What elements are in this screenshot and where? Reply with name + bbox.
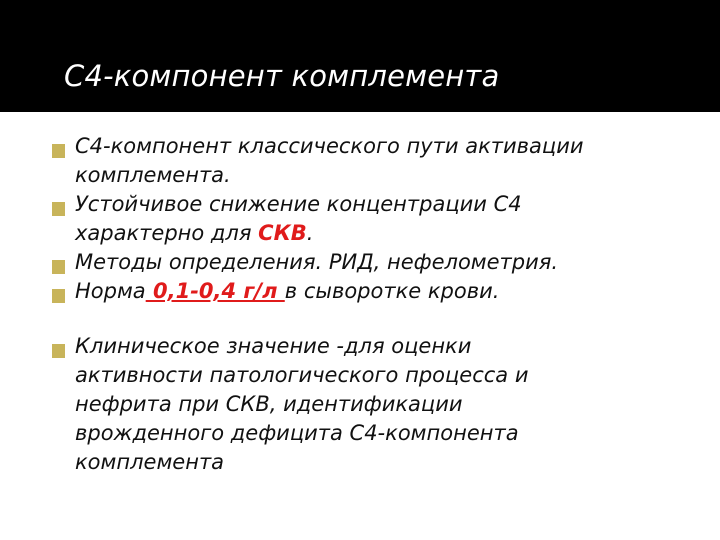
bullet-text: [75, 190, 695, 248]
bullet-line: комплемента: [75, 450, 225, 474]
bullet-line: комплемента.: [75, 163, 231, 187]
square-bullet-icon: [52, 289, 65, 303]
bullet-text-segment: в сыворотке крови.: [284, 279, 500, 303]
slide-title: С4-компонент комплемента: [64, 59, 500, 93]
slide-body: [0, 112, 720, 540]
bullet-text-segment: .: [306, 221, 314, 245]
bullet-line: активности патологического процесса и: [75, 363, 529, 387]
square-bullet-icon: [52, 144, 65, 158]
bullet-line: С4-компонент классического пути активации: [75, 134, 584, 158]
highlighted-norm-value: 0,1-0,4 г/л: [145, 279, 285, 303]
square-bullet-icon: [52, 202, 65, 216]
bullet-line: Методы определения. РИД, нефелометрия.: [75, 250, 559, 274]
square-bullet-icon: [52, 260, 65, 274]
slide-header: [0, 0, 720, 112]
bullet-text: [75, 332, 695, 477]
bullet-text-segment: характерно для: [75, 221, 259, 245]
bullet-line: Устойчивое снижение концентрации С4: [75, 192, 522, 216]
square-bullet-icon: [52, 344, 65, 358]
bullet-line: врожденного дефицита С4-компонента: [75, 421, 519, 445]
bullet-line: Клиническое значение -для оценки: [75, 334, 472, 358]
bullet-text-segment: Норма: [75, 279, 146, 303]
bullet-text: [75, 277, 695, 306]
bullet-line: нефрита при СКВ, идентификации: [75, 392, 463, 416]
highlighted-term: СКВ: [258, 221, 307, 245]
bullet-text: [75, 248, 695, 277]
bullet-text: [75, 132, 695, 190]
